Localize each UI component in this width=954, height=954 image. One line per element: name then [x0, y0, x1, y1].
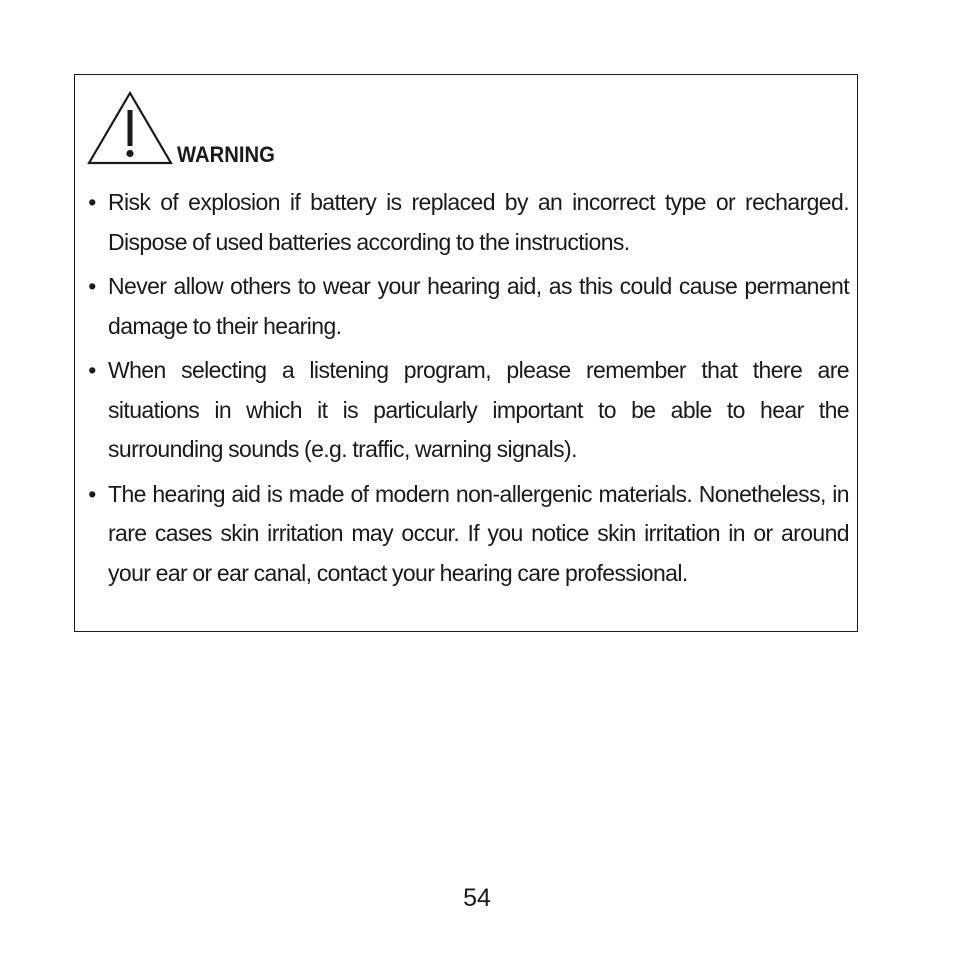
list-item-text: Risk of explosion if battery is replaced by an incorrect type or recharged. Dispose of used batteries according to the instructions. [108, 189, 849, 255]
bullet: • [88, 273, 96, 299]
list-item [85, 475, 849, 594]
warning-triangle-icon [87, 90, 173, 166]
warning-box [74, 74, 858, 632]
page-number: 54 [463, 884, 491, 912]
list-item-text: The hearing aid is made of modern non-allergenic materials. Nonetheless, in rare cases skin irritation may occur. If you notice skin irritation in or around your ear or ear canal, contact your hearing care professional. [108, 480, 849, 586]
list-item [85, 351, 849, 470]
bullet: • [88, 189, 96, 215]
list-item [85, 267, 849, 346]
bullet: • [88, 480, 96, 507]
warning-list [85, 183, 849, 598]
warning-header [87, 90, 283, 166]
bullet: • [88, 357, 96, 383]
list-item [85, 183, 849, 262]
list-item-text: Never allow others to wear your hearing aid, as this could cause permanent damage to their hearing. [108, 273, 849, 339]
list-item-text: When selecting a listening program, please remember that there are situations in which it is particularly important to be able to hear the surrounding sounds (e.g. traffic, warning signals). [108, 357, 849, 462]
warning-title: WARNING [177, 142, 275, 167]
